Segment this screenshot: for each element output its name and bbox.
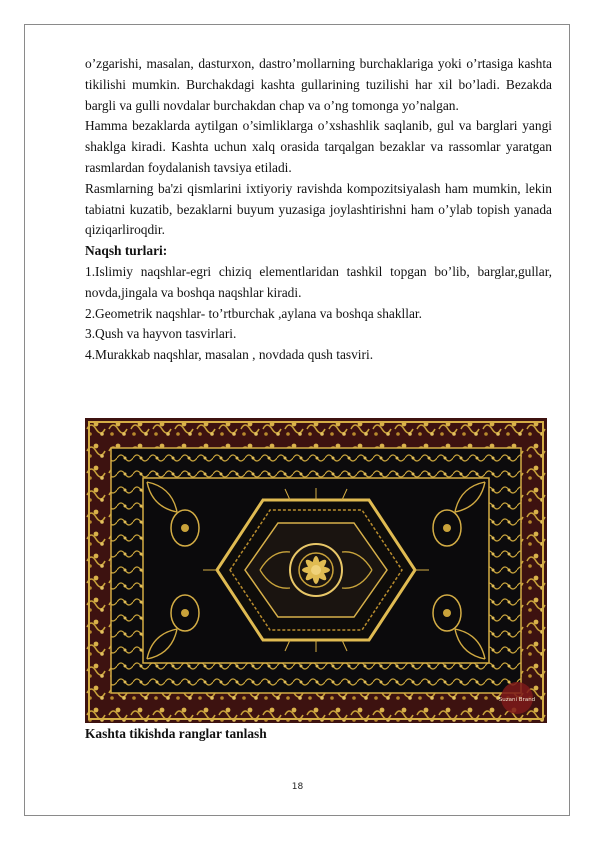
carpet-illustration bbox=[85, 418, 547, 723]
document-body bbox=[85, 54, 552, 366]
figure-caption: Kashta tikishda ranglar tanlash bbox=[85, 726, 267, 741]
page-number: 18 bbox=[291, 782, 304, 792]
paragraph-2: Hamma bezaklarda aytilgan o’simliklarga o’xshashlik saqlanib, gul va barglari yangi shaklga kiradi. Kashta uchun xalq orasida tarqalgan bezaklar va rassomlar yaratgan rasmlardan foydalanish tavsiya etiladi. bbox=[85, 118, 552, 175]
section-title: Naqsh turlari: bbox=[85, 243, 168, 259]
list-item-3: 3.Qush va hayvon tasvirlari. bbox=[85, 326, 237, 342]
embroidery-carpet-image bbox=[85, 418, 547, 723]
paragraph-1: o’zgarishi, masalan, dasturxon, dastro’mollarning burchaklariga yoki o’rtasiga kashta tikilishi mumkin. Burchakdagi kashta gullarining tuzilishi har xil bo’ladi. Bezakda bargli va gulli novdalar burchakdan chap va o’ng tomonga yo’nalgan. bbox=[85, 56, 552, 113]
list-item-4: 4.Murakkab naqshlar, masalan , novdada qush tasviri. bbox=[85, 347, 374, 363]
list-item-2: 2.Geometrik naqshlar- to’rtburchak ,aylana va boshqa shakllar. bbox=[85, 305, 422, 321]
list-item-1: 1.Islimiy naqshlar-egri chiziq elementlaridan tashkil topgan bo’lib, barglar,gullar, novda,jingala va boshqa naqshlar kiradi. bbox=[85, 263, 552, 300]
paragraph-3: Rasmlarning ba'zi qismlarini ixtiyoriy ravishda kompozitsiyalash ham mumkin, lekin tabiatni kuzatib, bezaklarni buyum yuzasiga joylashtirishni ham o’ylab topish yanada qiziqarliroqdir. bbox=[85, 180, 552, 238]
watermark-text: Suzani Brand bbox=[498, 697, 536, 703]
